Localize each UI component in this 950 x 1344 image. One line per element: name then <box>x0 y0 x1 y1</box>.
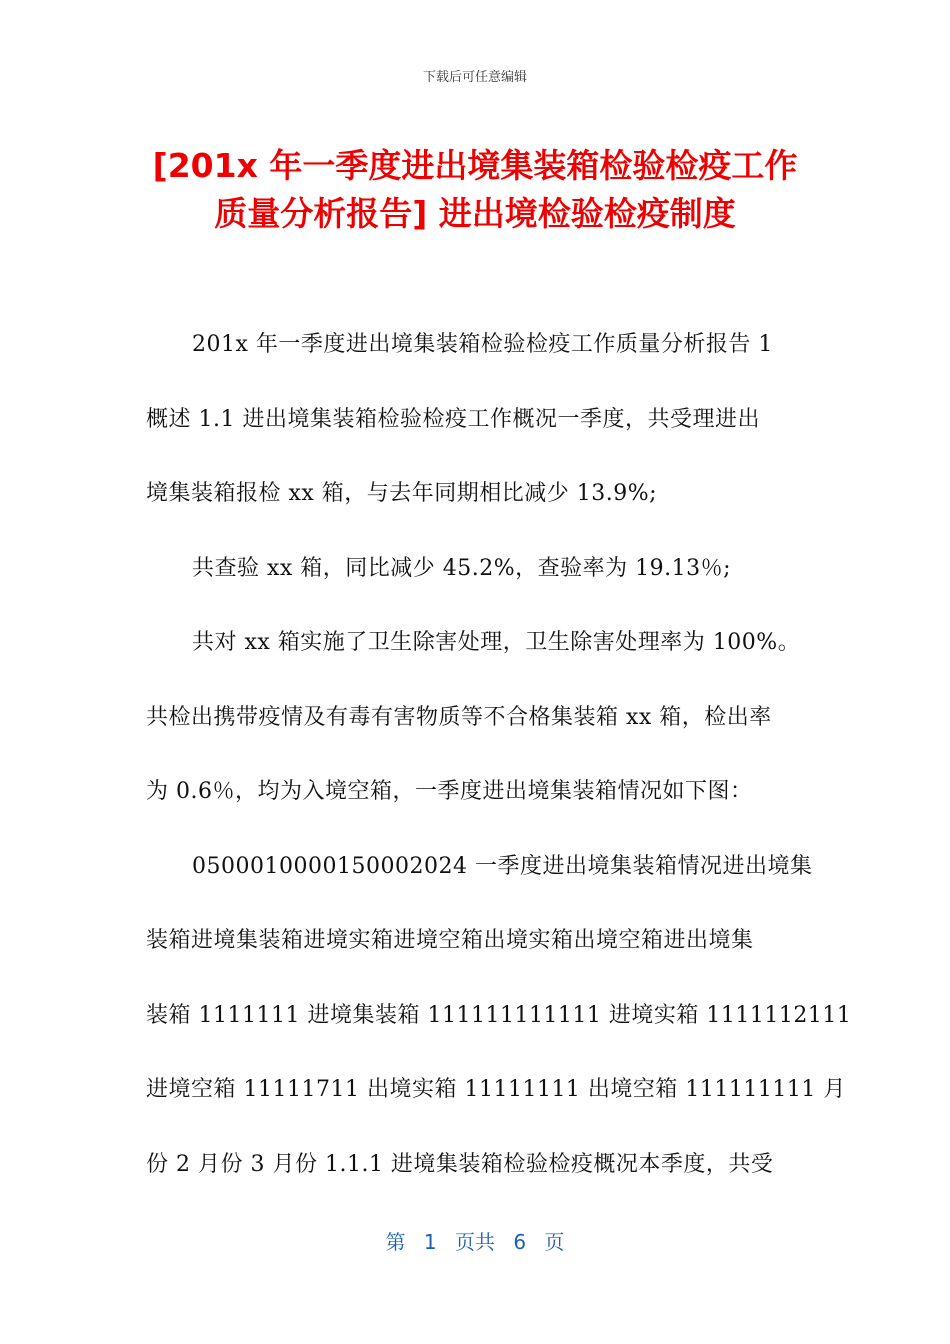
body-line: 共查验 xx 箱，同比减少 45.2%，查验率为 19.13％; <box>192 556 732 581</box>
body-line: 进境空箱 11111711 出境实箱 11111111 出境空箱 111111111 月 <box>146 1077 846 1102</box>
document-title <box>120 142 830 238</box>
page-footer: 第 1 页共 6 页 <box>385 1230 565 1254</box>
title-line-2: 质量分析报告] 进出境检验检疫制度 <box>214 194 736 233</box>
body-line: 为 0.6％，均为入境空箱，一季度进出境集装箱情况如下图： <box>146 779 753 804</box>
body-line: 概述 1.1 进出境集装箱检验检疫工作概况一季度，共受理进出 <box>146 407 760 432</box>
body-line: 共检出携带疫情及有毒有害物质等不合格集装箱 xx 箱，检出率 <box>146 705 772 730</box>
header-note: 下载后可任意编辑 <box>422 70 527 85</box>
body-line: 0500010000150002024 一季度进出境集装箱情况进出境集 <box>192 854 813 879</box>
title-line-1: [201x 年一季度进出境集装箱检验检疫工作 <box>152 146 798 185</box>
body-line: 201x 年一季度进出境集装箱检验检疫工作质量分析报告 1 <box>192 332 773 357</box>
body-line: 份 2 月份 3 月份 1.1.1 进境集装箱检验检疫概况本季度，共受 <box>146 1152 774 1177</box>
body-line: 境集装箱报检 xx 箱，与去年同期相比减少 13.9%; <box>146 481 658 506</box>
body-line: 共对 xx 箱实施了卫生除害处理，卫生除害处理率为 100%。 <box>192 630 801 655</box>
body-line: 装箱进境集装箱进境实箱进境空箱出境实箱出境空箱进出境集 <box>146 928 754 953</box>
body-line: 装箱 1111111 进境集装箱 111111111111 进境实箱 1111112111 <box>146 1003 852 1028</box>
